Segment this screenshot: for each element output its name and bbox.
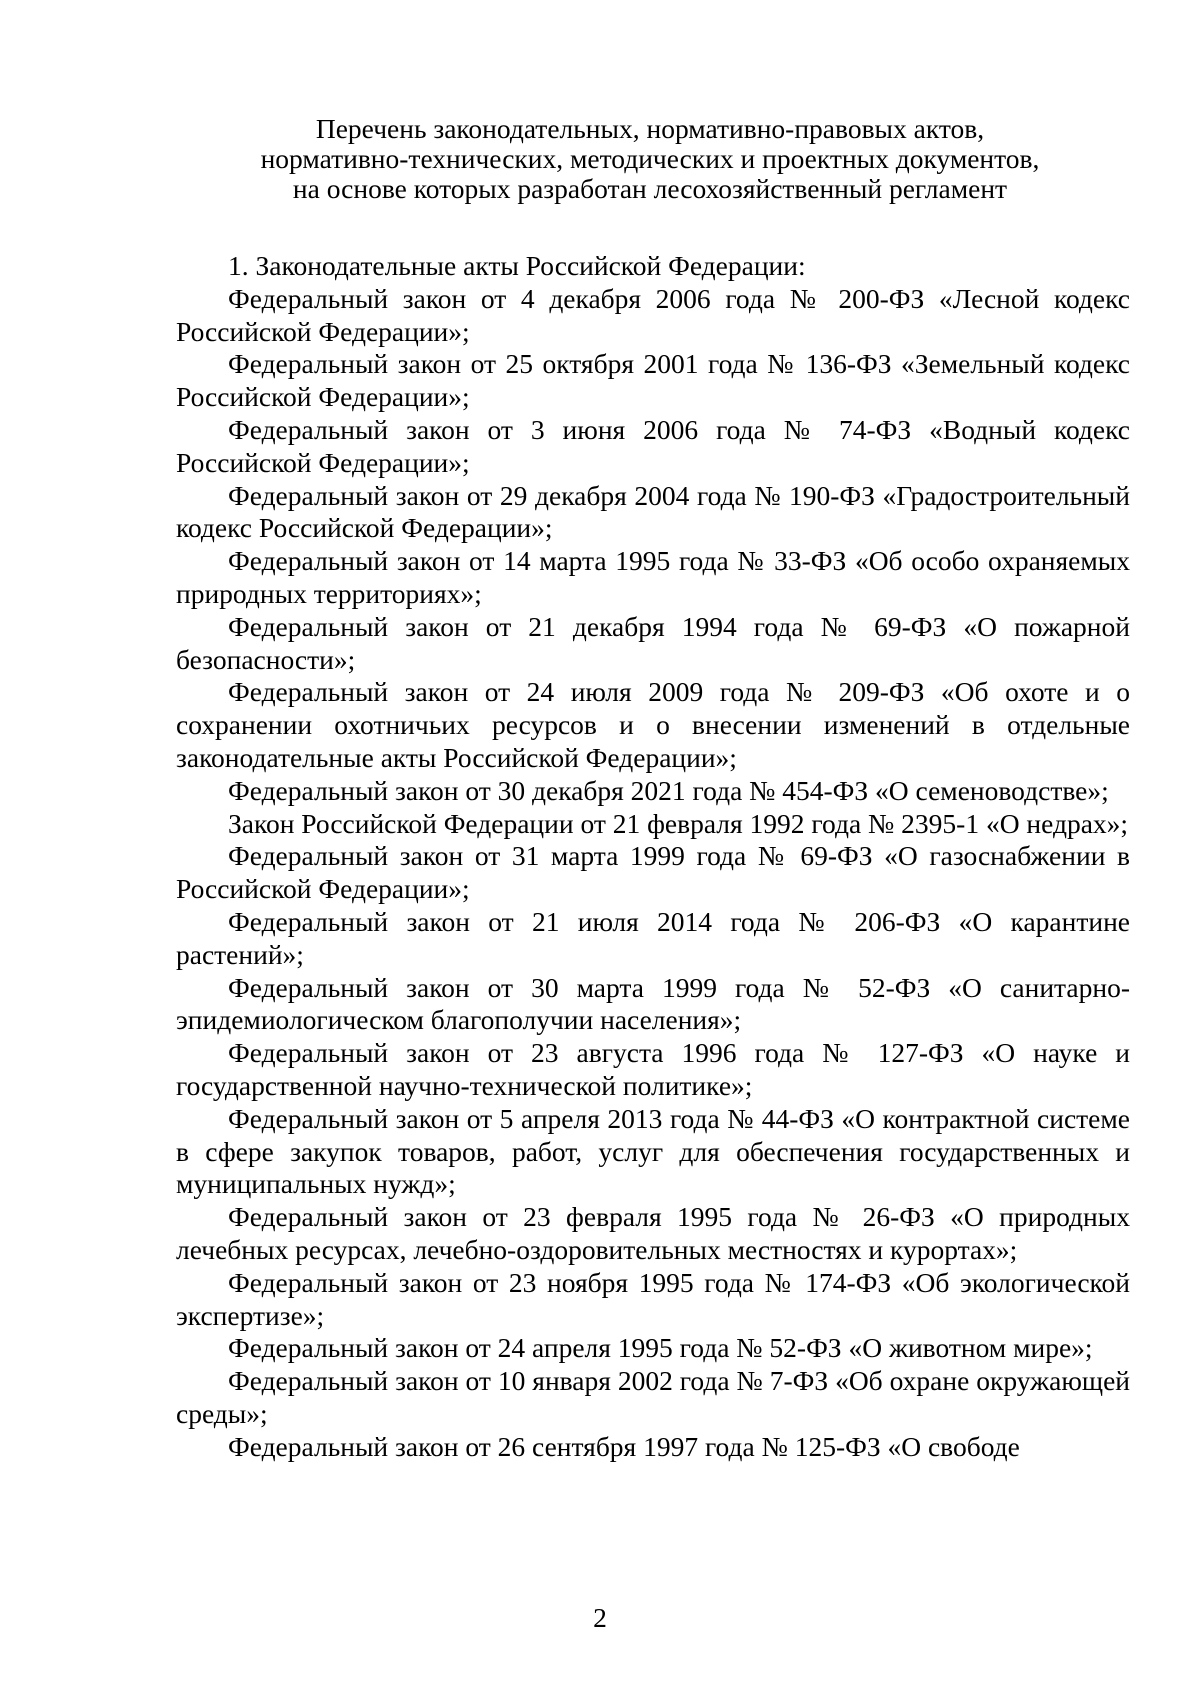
law-entry-19: Федеральный закон от 26 сентября 1997 года № 125-ФЗ «О свободе xyxy=(228,1430,1020,1462)
document-body xyxy=(176,250,1130,1463)
law-entry-10: Федеральный закон от 31 марта 1999 года № 69-ФЗ «О газоснабжении в Российской Федерации»; xyxy=(176,840,1130,905)
law-entry-11: Федеральный закон от 21 июля 2014 года № 206-ФЗ «О карантине растений»; xyxy=(176,905,1130,970)
law-entry-3: Федеральный закон от 3 июня 2006 года № 74-ФЗ «Водный кодекс Российской Федерации»; xyxy=(176,413,1130,478)
law-entry-1: Федеральный закон от 4 декабря 2006 года № 200-ФЗ «Лесной кодекс Российской Федерации»; xyxy=(176,282,1130,347)
law-entry-7: Федеральный закон от 24 июля 2009 года № 209-ФЗ «Об охоте и о сохранении охотничьих ресурсов и о внесении изменений в отдельные законодательные акты Российской Федерации»; xyxy=(176,676,1130,773)
law-entry-2: Федеральный закон от 25 октября 2001 года № 136-ФЗ «Земельный кодекс Российской Федерации»; xyxy=(176,348,1130,413)
law-entry-17: Федеральный закон от 24 апреля 1995 года № 52-ФЗ «О животном мире»; xyxy=(228,1332,1093,1364)
title-line-2: нормативно-технических, методических и проектных документов, xyxy=(260,143,1040,174)
law-entry-13: Федеральный закон от 23 августа 1996 года № 127-ФЗ «О науке и государственной научно-технической политике»; xyxy=(176,1037,1130,1101)
law-entry-14: Федеральный закон от 5 апреля 2013 года № 44-ФЗ «О контрактной системе в сфере закупок товаров, работ, услуг для обеспечения государственных и муниципальных нужд»; xyxy=(176,1102,1130,1200)
law-entry-8: Федеральный закон от 30 декабря 2021 года № 454-ФЗ «О семеноводстве»; xyxy=(228,774,1109,806)
section-heading: 1. Законодательные акты Российской Федерации: xyxy=(228,250,806,281)
law-entry-18: Федеральный закон от 10 января 2002 года № 7-ФЗ «Об охране окружающей среды»; xyxy=(176,1365,1130,1429)
title-line-1: Перечень законодательных, нормативно-правовых актов, xyxy=(315,113,985,144)
law-entry-16: Федеральный закон от 23 ноября 1995 года № 174-ФЗ «Об экологической экспертизе»; xyxy=(176,1266,1130,1331)
law-entry-6: Федеральный закон от 21 декабря 1994 года № 69-ФЗ «О пожарной безопасности»; xyxy=(176,610,1130,675)
document-title xyxy=(170,114,1130,204)
law-entry-4: Федеральный закон от 29 декабря 2004 года № 190-ФЗ «Градостроительный кодекс Российской Федерации»; xyxy=(176,479,1130,544)
law-entry-9: Закон Российской Федерации от 21 февраля 1992 года № 2395-1 «О недрах»; xyxy=(228,807,1129,839)
page-number: 2 xyxy=(593,1602,607,1633)
law-entry-5: Федеральный закон от 14 марта 1995 года № 33-ФЗ «Об особо охраняемых природных территориях»; xyxy=(176,545,1130,609)
law-entry-12: Федеральный закон от 30 марта 1999 года № 52-ФЗ «О санитарно-эпидемиологическом благополучии населения»; xyxy=(176,971,1130,1036)
law-entry-15: Федеральный закон от 23 февраля 1995 года № 26-ФЗ «О природных лечебных ресурсах, лечебно-оздоровительных местностях и курортах»; xyxy=(176,1201,1130,1265)
title-line-3: на основе которых разработан лесохозяйственный регламент xyxy=(292,173,1008,204)
